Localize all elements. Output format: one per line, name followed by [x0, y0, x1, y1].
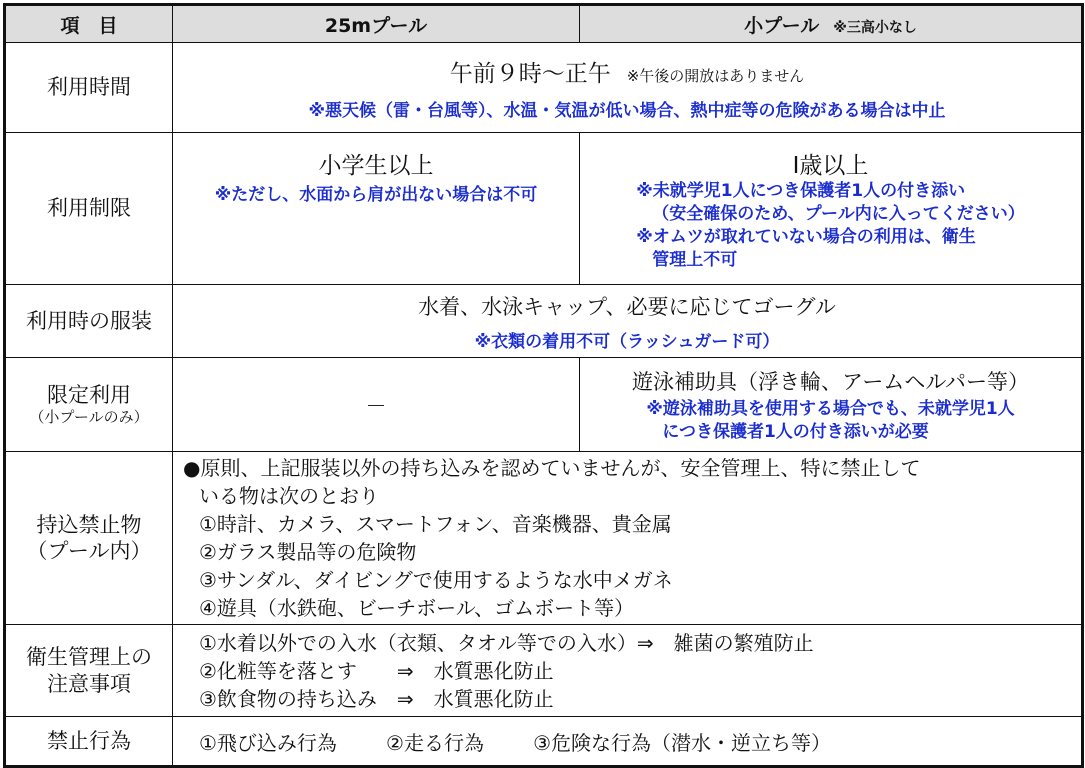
prohibited-line: ③サンダル、ダイビングで使用するような水中メガネ: [199, 568, 673, 592]
hygiene-line: ①水着以外での入水（衣類、タオル等での入水）⇒ 雑菌の繁殖防止: [199, 630, 814, 655]
restriction-small-note: ※オムツが取れていない場合の利用は、衛生: [636, 227, 976, 247]
row-attire: [5, 285, 1083, 358]
header-small-pool-note: ※三高小なし: [833, 19, 917, 36]
prohibited-line: ④遊具（水鉄砲、ビーチボール、ゴムボート等）: [199, 596, 635, 620]
row-banned-acts: [5, 717, 1083, 767]
banned-act: ②走る行為: [386, 730, 484, 755]
label-limited-sub: （小プールのみ）: [29, 408, 149, 427]
prohibited-line: ①時計、カメラ、スマートフォン、音楽機器、貴金属: [199, 512, 672, 536]
pool-rules-table: [3, 3, 1084, 768]
hours-time: 午前９時～正午: [449, 60, 611, 87]
restriction-small-note: （安全確保のため、プール内に入ってください）: [652, 204, 1025, 224]
restriction-25m-main: 小学生以上: [318, 153, 434, 179]
attire-note: ※衣類の着用不可（ラッシュガード可）: [474, 331, 780, 352]
limited-small-note: につき保護者1人の付き添いが必要: [662, 421, 929, 442]
hygiene-line: ③飲食物の持ち込み ⇒ 水質悪化防止: [199, 686, 554, 711]
label-limited: 限定利用: [47, 383, 131, 407]
limited-small-note: ※遊泳補助具を使用する場合でも、未就学児1人: [646, 398, 1015, 419]
limited-25m: －: [173, 358, 580, 452]
row-hours: [5, 43, 1083, 133]
label-prohibited-items-sub: （プール内）: [26, 539, 152, 563]
row-hygiene: [5, 625, 1083, 717]
limited-small-main: 遊泳補助具（浮き輪、アームヘルパー等）: [632, 369, 1029, 394]
hygiene-line: ②化粧等を落とす ⇒ 水質悪化防止: [199, 658, 554, 683]
label-restrictions: 利用制限: [5, 133, 173, 285]
header-item: 項 目: [5, 5, 173, 43]
restriction-25m-note: ※ただし、水面から肩が出ない場合は不可: [214, 185, 538, 205]
attire-main: 水着、水泳キャップ、必要に応じてゴーグル: [418, 294, 836, 319]
prohibited-line: ②ガラス製品等の危険物: [199, 540, 417, 564]
prohibited-line: いる物は次のとおり: [199, 484, 379, 508]
label-prohibited-items: 持込禁止物: [36, 512, 142, 537]
label-hygiene: 衛生管理上の: [26, 645, 152, 670]
restriction-small-note: ※未就学児1人につき保護者1人の付き添い: [636, 181, 966, 201]
banned-act: ③危険な行為（潜水・逆立ち等）: [533, 730, 831, 755]
label-banned-acts: 禁止行為: [5, 717, 173, 767]
label-hours: 利用時間: [5, 43, 173, 133]
restriction-small-main: Ⅰ歳以上: [792, 153, 869, 179]
label-hygiene-sub: 注意事項: [47, 671, 131, 696]
header-small-pool: 小プール ※三高小なし: [580, 5, 1083, 43]
header-25m-pool: 25mプール: [173, 5, 580, 43]
hours-warning: ※悪天候（雷・台風等）、水温・気温が低い場合、熱中症等の危険がある場合は中止: [308, 100, 946, 121]
row-prohibited-items: [5, 452, 1083, 625]
row-limited: [5, 358, 1083, 452]
prohibited-line: ●原則、上記服装以外の持ち込みを認めていませんが、安全管理上、特に禁止して: [183, 456, 921, 480]
header-row: [5, 5, 1083, 43]
hours-note: ※午後の開放はありません: [626, 66, 805, 85]
row-restrictions: [5, 133, 1083, 285]
banned-act: ①飛び込み行為: [199, 730, 337, 755]
label-attire: 利用時の服装: [5, 285, 173, 358]
restriction-small-note: 管理上不可: [652, 250, 738, 270]
